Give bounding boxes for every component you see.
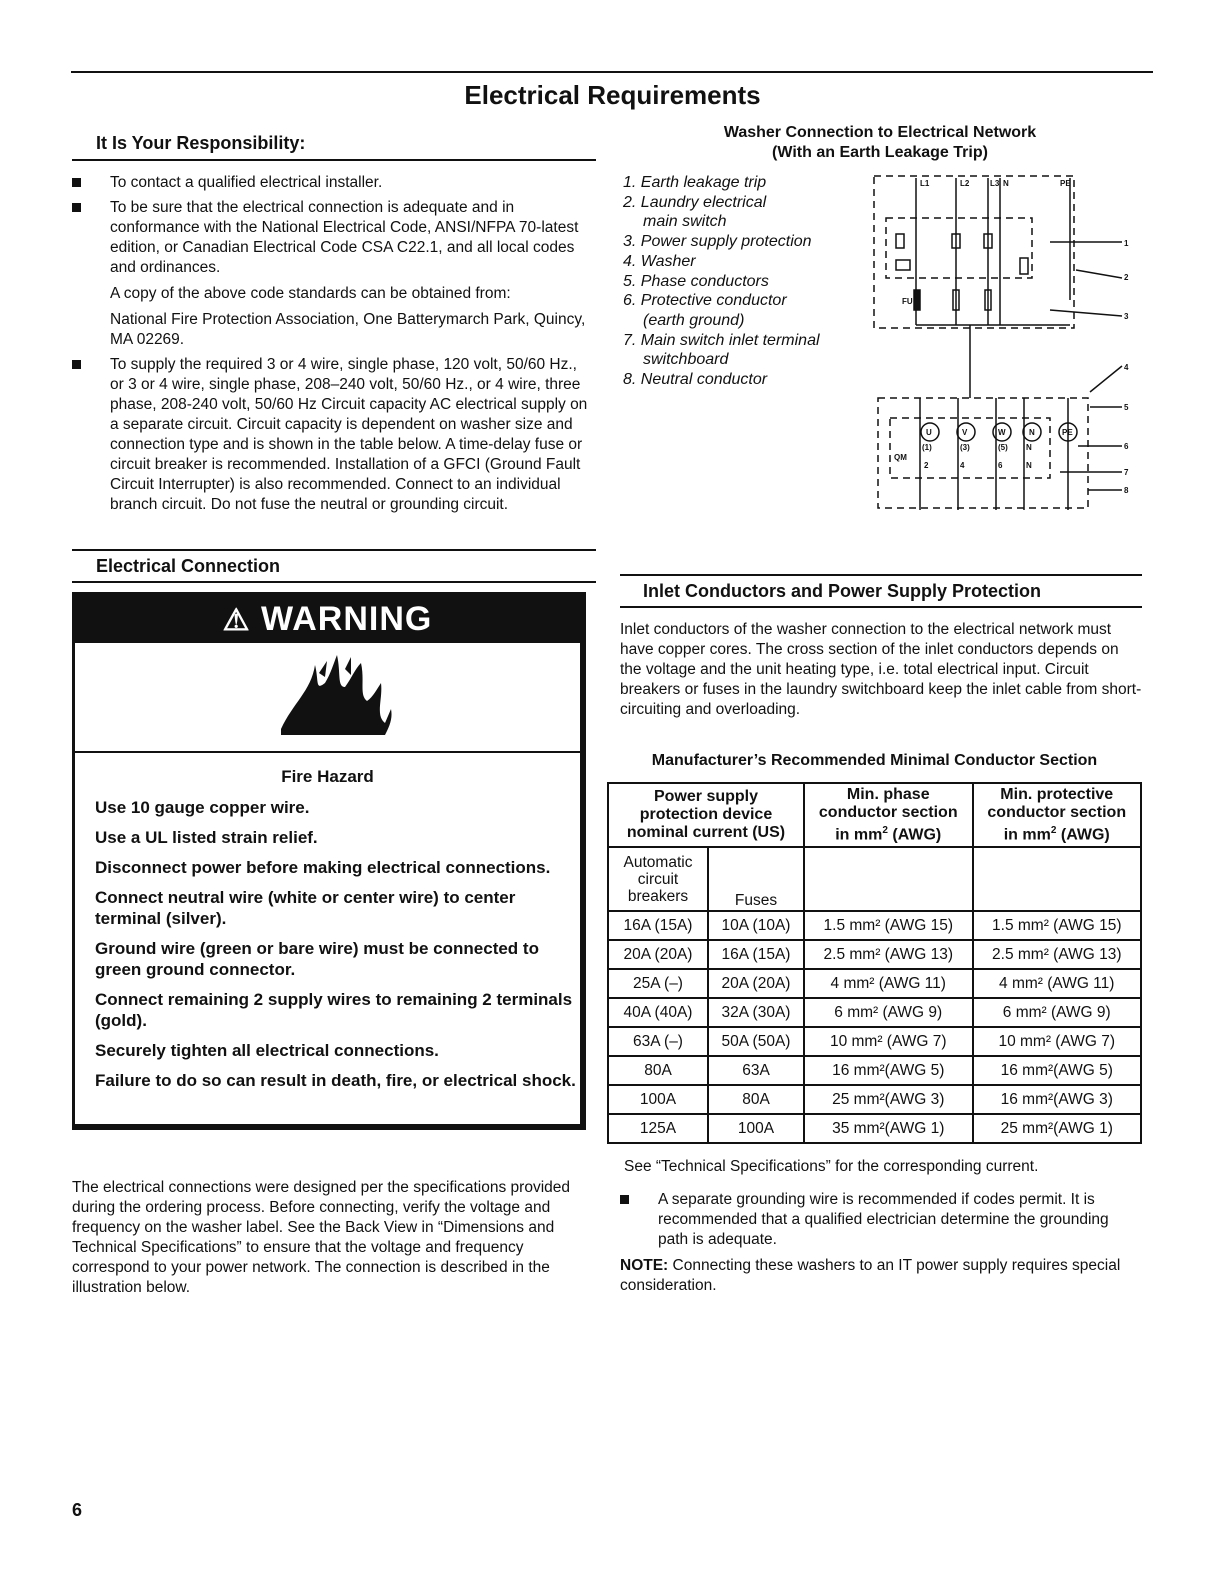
subheader-breakers: Automatic circuit breakers <box>608 847 708 911</box>
label-v: V <box>962 428 968 437</box>
label-b4: 4 <box>960 461 965 470</box>
label-t5: (5) <box>998 443 1008 452</box>
label-tn: N <box>1026 443 1032 452</box>
label-n-term: N <box>1029 428 1035 437</box>
legend-item: 5. Phase conductors <box>623 272 769 290</box>
label-n: N <box>1003 179 1009 188</box>
legend-item: 2. Laundry electrical <box>623 193 767 211</box>
label-w: W <box>998 428 1006 437</box>
fire-hazard-picture <box>75 643 580 753</box>
label-l3: L3 <box>990 179 1000 188</box>
label-pe-term: PE <box>1062 428 1073 437</box>
callout-1: 1 <box>1124 239 1129 248</box>
note-label: NOTE: <box>620 1257 669 1274</box>
bullet-icon <box>72 360 81 369</box>
header-power-supply: Power supply protection device nominal current (US) <box>608 783 804 847</box>
header-min-phase: Min. phase conductor section in $mm^2$ (AWG) <box>804 783 973 847</box>
warning-line: Connect remaining 2 supply wires to remaining 2 terminals (gold). <box>95 990 573 1030</box>
warning-lines <box>75 797 580 1091</box>
inlet-heading: Inlet Conductors and Power Supply Protection <box>643 581 1042 601</box>
responsibility-heading: It Is Your Responsibility: <box>96 133 306 153</box>
label-pe: PE <box>1060 179 1071 188</box>
page-number: 6 <box>72 1500 83 1520</box>
list-item: A separate grounding wire is recommended if codes permit. It is recommended that a qualified electrician determine the grounding path is adequate. <box>620 1190 1120 1250</box>
page-title: Electrical Requirements <box>464 80 761 110</box>
label-t3: (3) <box>960 443 970 452</box>
table-row: 125A 100A 35 mm²(AWG 1) 25 mm²(AWG 1) <box>608 1114 1141 1143</box>
warning-triangle-icon: ⚠ <box>222 604 251 637</box>
label-t1: (1) <box>922 443 932 452</box>
callout-7: 7 <box>1124 468 1129 477</box>
wiring-diagram <box>860 170 1150 520</box>
connection-rule <box>72 581 596 583</box>
connection-heading: Electrical Connection <box>96 556 281 576</box>
table-row: 16A (15A) 10A (10A) 1.5 mm² (AWG 15) 1.5 mm² (AWG 15) <box>608 911 1141 940</box>
label-b2: 2 <box>924 461 929 470</box>
bullet-icon <box>72 203 81 212</box>
header-min-protective: Min. protective conductor section in $mm^2$ (AWG) <box>973 783 1142 847</box>
label-fu: FU <box>902 297 913 306</box>
responsibility-rule <box>72 159 596 161</box>
warning-label: WARNING <box>261 600 433 638</box>
callout-2: 2 <box>1124 273 1129 282</box>
label-qm: QM <box>894 453 907 462</box>
warning-line: Securely tighten all electrical connections. <box>95 1041 439 1060</box>
list-item: To contact a qualified electrical installer. <box>72 173 592 193</box>
label-b6: 6 <box>998 461 1003 470</box>
table-header-row <box>608 783 1141 847</box>
inlet-rule <box>620 606 1142 608</box>
legend-item: main switch <box>643 213 727 231</box>
inlet-top-rule <box>620 574 1142 576</box>
list-item: To be sure that the electrical connection is adequate and in conformance with the National Electrical Code, ANSI/NFPA 70-latest edition, or Canadian Electrical Code CSA C22.1, and all local codes and ordinances. A copy of the above code standards can be obtained from: National Fire Protection Association, One Batterymarch Park, Quincy, MA 02269. <box>72 198 592 350</box>
legend-item: 8. Neutral conductor <box>623 371 768 389</box>
warning-line: Ground wire (green or bare wire) must be connected to green ground connector. <box>95 939 539 979</box>
label-bn: N <box>1026 461 1032 470</box>
legend-item: 6. Protective conductor <box>623 292 787 310</box>
fire-icon <box>75 643 583 751</box>
callout-6: 6 <box>1124 442 1129 451</box>
table-row: 20A (20A) 16A (15A) 2.5 mm² (AWG 13) 2.5 mm² (AWG 13) <box>608 940 1141 969</box>
table-subheader-row <box>608 847 1141 911</box>
warning-title: Fire Hazard <box>281 767 374 786</box>
legend-item: switchboard <box>643 351 729 369</box>
callout-8: 8 <box>1124 486 1129 495</box>
inlet-bullets <box>620 1190 1120 1255</box>
legend-item: 1. Earth leakage trip <box>623 174 767 191</box>
subheader-fuses: Fuses <box>708 847 804 911</box>
responsibility-list <box>72 173 592 520</box>
callout-3: 3 <box>1124 312 1129 321</box>
legend-item: 7. Main switch inlet terminal <box>623 331 820 349</box>
conductor-table <box>607 782 1142 1144</box>
table-row: 63A (–) 50A (50A) 10 mm² (AWG 7) 10 mm² (AWG 7) <box>608 1027 1141 1056</box>
diagram-title: Washer Connection to Electrical Network (With an Earth Leakage Trip) <box>723 124 1037 161</box>
table-title: Manufacturer’s Recommended Minimal Conductor Section <box>651 752 1098 769</box>
table-row: 40A (40A) 32A (30A) 6 mm² (AWG 9) 6 mm² (AWG 9) <box>608 998 1141 1027</box>
label-u: U <box>926 428 932 437</box>
table-row: 80A 63A 16 mm²(AWG 5) 16 mm²(AWG 5) <box>608 1056 1141 1085</box>
table-row: 25A (–) 20A (20A) 4 mm² (AWG 11) 4 mm² (AWG 11) <box>608 969 1141 998</box>
callout-5: 5 <box>1124 403 1129 412</box>
label-l2: L2 <box>960 179 970 188</box>
warning-line: Failure to do so can result in death, fire, or electrical shock. <box>95 1071 576 1090</box>
callout-4: 4 <box>1124 363 1129 372</box>
top-rule <box>71 71 1153 73</box>
list-item: To supply the required 3 or 4 wire, single phase, 120 volt, 50/60 Hz., or 3 or 4 wire, single phase, 208–240 volt, 50/60 Hz., or 4 wire, three phase, 208-240 volt, 50/60 Hz Circuit capacity AC electrical supply on a separate circuit. Circuit capacity is dependent on washer size and connection type and is shown in the table below. A time-delay fuse or circuit breaker is recommended. Installation of a GFCI (Ground Fault Circuit Interrupter) is also recommended. Connect to an individual branch circuit. Do not fuse the neutral or grounding circuit. <box>72 355 592 515</box>
bullet-icon <box>72 178 81 187</box>
see-specs-note: See “Technical Specifications” for the corresponding current. <box>624 1158 1039 1175</box>
connection-top-rule <box>72 549 596 551</box>
warning-line: Use 10 gauge copper wire. <box>95 798 310 817</box>
warning-line: Connect neutral wire (white or center wire) to center terminal (silver). <box>95 888 516 928</box>
warning-bar <box>75 595 580 643</box>
warning-line: Disconnect power before making electrical connections. <box>95 858 551 877</box>
warning-line: Use a UL listed strain relief. <box>95 828 318 847</box>
legend-item: 4. Washer <box>623 252 696 270</box>
inlet-paragraph: Inlet conductors of the washer connection to the electrical network must have copper cores. The cross section of the inlet conductors depends on the voltage and the unit heating type, i.e. total electrical input. Circuit breakers or fuses in the laundry switchboard keep the inlet cable from short-circuiting and overloading. <box>620 621 1142 718</box>
table-row: 100A 80A 25 mm²(AWG 3) 16 mm²(AWG 3) <box>608 1085 1141 1114</box>
warning-box <box>72 592 586 1130</box>
note-paragraph: NOTE: Connecting these washers to an IT power supply requires special consideration. <box>620 1257 1121 1294</box>
bullet-icon <box>620 1195 629 1204</box>
legend-item: 3. Power supply protection <box>623 233 812 251</box>
legend-item: (earth ground) <box>643 311 745 329</box>
label-l1: L1 <box>920 179 930 188</box>
connection-paragraph: The electrical connections were designed per the specifications provided during the ordering process. Before connecting, verify the voltage and frequency on the washer label. See the Back View in “Dimensions and Technical Specifications” to ensure that the voltage and frequency correspond to your power network. The connection is described in the illustration below. <box>72 1179 571 1296</box>
diagram-legend <box>623 173 820 390</box>
